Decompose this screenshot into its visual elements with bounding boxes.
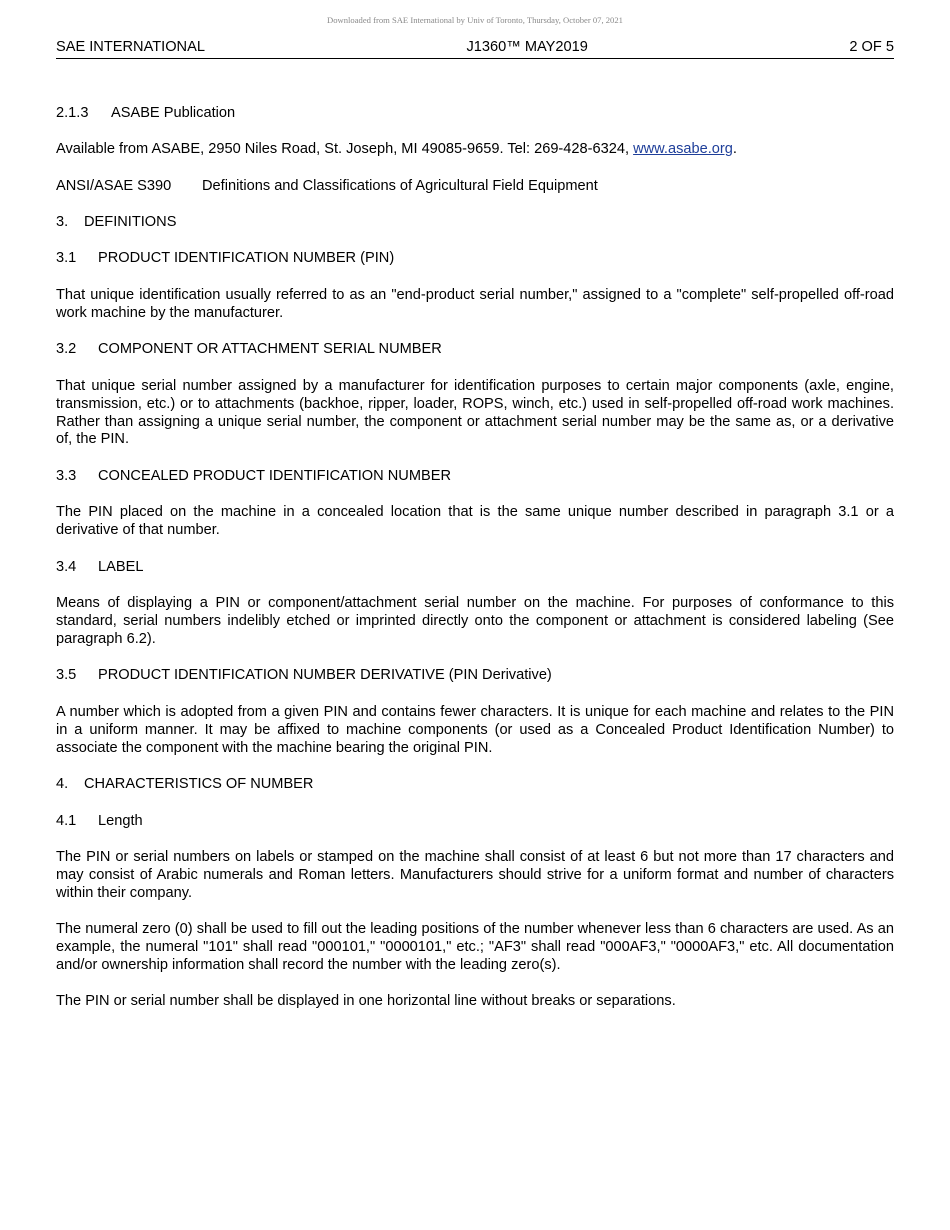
header-org: SAE INTERNATIONAL xyxy=(56,39,205,55)
section-4-1-paragraph-3: The PIN or serial number shall be displayed in one horizontal line without breaks or separations. xyxy=(56,993,676,1009)
definition-3-1-text: That unique identification usually referred to as an "end-product serial number," assigned to a "complete" self-propelled off-road work machine by the manufacturer. xyxy=(56,287,894,321)
definition-3-5-text: A number which is adopted from a given PIN and contains fewer characters. It is unique for each machine and relates to the PIN in a uniform manner. It may be affixed to machine components (or used as a Concealed Product Identification Number) to associate the component with the machine bearing the original PIN. xyxy=(56,704,894,756)
section-4-heading: 4. CHARACTERISTICS OF NUMBER xyxy=(56,776,314,792)
definition-3-4-heading: 3.4 LABEL xyxy=(56,559,144,575)
definition-3-3-text: The PIN placed on the machine in a concealed location that is the same unique number described in paragraph 3.1 or a derivative of that number. xyxy=(56,504,894,538)
definition-3-1-heading: 3.1 PRODUCT IDENTIFICATION NUMBER (PIN) xyxy=(56,250,395,266)
definition-3-5-heading: 3.5 PRODUCT IDENTIFICATION NUMBER DERIVATIVE (PIN Derivative) xyxy=(56,667,552,683)
page-header xyxy=(56,38,894,59)
availability-line: Available from ASABE, 2950 Niles Road, St. Joseph, MI 49085-9659. Tel: 269-428-6324, www.asabe.org. xyxy=(56,141,737,157)
definition-3-3-heading: 3.3 CONCEALED PRODUCT IDENTIFICATION NUMBER xyxy=(56,468,451,484)
definition-3-2-text: That unique serial number assigned by a manufacturer for identification purposes to certain major components (axle, engine, transmission, etc.) or to attachments (backhoe, ripper, loader, ROPS, winch, etc.) used in self-propelled off-road work machines. Rather than assigning a unique serial number, the component or attachment serial number may be the same as, or a derivative of, the PIN. xyxy=(56,378,894,448)
section-3-heading: 3. DEFINITIONS xyxy=(56,214,177,230)
section-2-1-3-heading: 2.1.3 ASABE Publication xyxy=(56,105,236,121)
section-4-1-paragraph-2: The numeral zero (0) shall be used to fill out the leading positions of the number whenever less than 6 characters are used. As an example, the numeral "101" shall read "000101," "0000101," etc.; "AF3" shall read "000AF3," "0000AF3," etc. All documentation and/or ownership information shall record the number with the leading zero(s). xyxy=(56,921,894,973)
asabe-link[interactable]: www.asabe.org xyxy=(633,141,733,157)
section-4-1-heading: 4.1 Length xyxy=(56,813,143,829)
publication-reference: ANSI/ASAE S390 Definitions and Classifications of Agricultural Field Equipment xyxy=(56,178,598,194)
definition-3-2-heading: 3.2 COMPONENT OR ATTACHMENT SERIAL NUMBER xyxy=(56,341,442,357)
download-watermark: Downloaded from SAE International by Univ of Toronto, Thursday, October 07, 2021 xyxy=(327,15,623,25)
definition-3-4-text: Means of displaying a PIN or component/attachment serial number on the machine. For purposes of conformance to this standard, serial numbers indelibly etched or imprinted directly onto the component or attachment is considered labeling (See paragraph 6.2). xyxy=(56,595,894,647)
header-page-number: 2 OF 5 xyxy=(849,39,894,55)
header-doc-id: J1360™ MAY2019 xyxy=(466,39,588,55)
section-4-1-paragraph-1: The PIN or serial numbers on labels or stamped on the machine shall consist of at least 6 but not more than 17 characters and may consist of Arabic numerals and Roman letters. Manufacturers should strive for a uniform format and number of characters within their company. xyxy=(56,849,894,901)
